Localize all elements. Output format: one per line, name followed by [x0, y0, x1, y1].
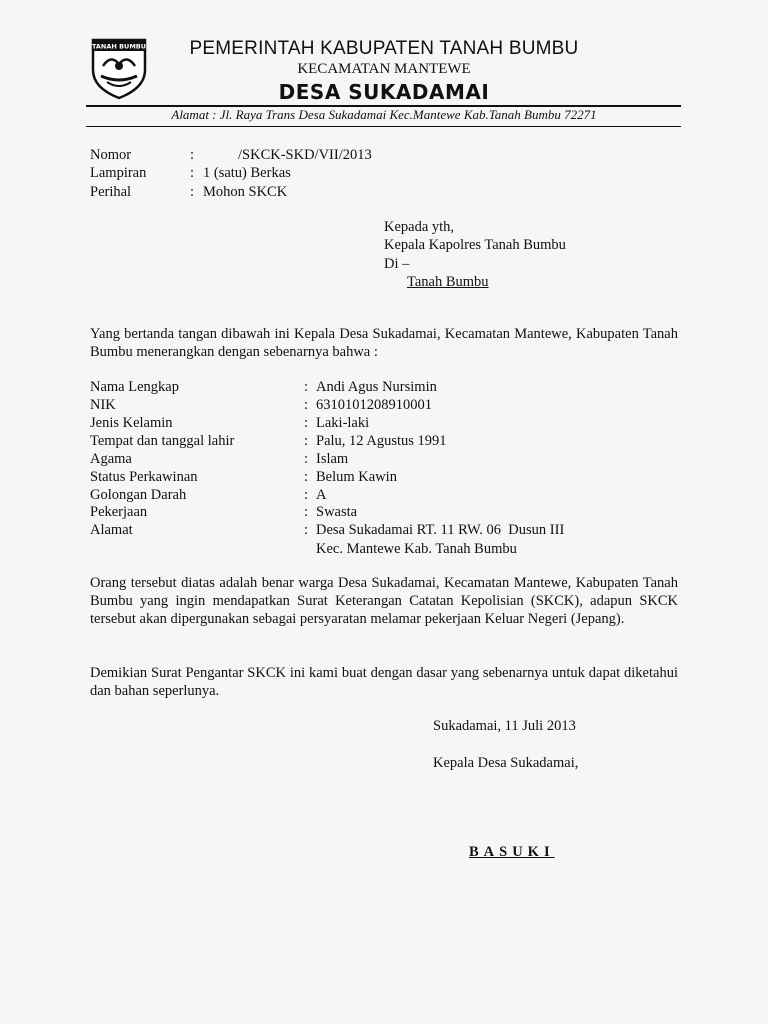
- detail-label: Nama Lengkap: [90, 379, 179, 395]
- government-title: PEMERINTAH KABUPATEN TANAH BUMBU: [189, 38, 579, 59]
- detail-colon: :: [304, 504, 309, 520]
- recipient-greeting: Kepada yth,: [384, 219, 455, 235]
- signatory-name: BASUKI: [469, 844, 555, 860]
- recipient-di: Di –: [384, 256, 410, 272]
- detail-colon: :: [304, 487, 309, 503]
- body-paragraph-2: Demikian Surat Pengantar SKCK ini kami buat dengan dasar yang sebenarnya untuk dapat diketahui dan bahan seperlunya.: [90, 665, 678, 699]
- detail-label: Alamat: [90, 522, 133, 538]
- intro-paragraph: Yang bertanda tangan dibawah ini Kepala Desa Sukadamai, Kecamatan Mantewe, Kabupaten Tanah Bumbu menerangkan dengan sebenarnya bahwa :: [90, 326, 678, 360]
- detail-value: Belum Kawin: [316, 469, 397, 485]
- detail-value: Palu, 12 Agustus 1991: [316, 433, 447, 449]
- recipient-place: Tanah Bumbu: [407, 274, 489, 290]
- detail-value: Laki-laki: [316, 415, 370, 431]
- detail-value-address-line2: Kec. Mantewe Kab. Tanah Bumbu: [316, 541, 517, 557]
- meta-label-perihal: Perihal: [90, 184, 132, 200]
- village-address: Alamat : Jl. Raya Trans Desa Sukadamai Kec.Mantewe Kab.Tanah Bumbu 72271: [171, 107, 597, 122]
- detail-colon: :: [304, 415, 309, 431]
- meta-colon: :: [190, 184, 195, 200]
- detail-value: Andi Agus Nursimin: [316, 379, 437, 395]
- detail-value: Swasta: [316, 504, 358, 520]
- meta-colon: :: [190, 165, 195, 181]
- detail-label: NIK: [90, 397, 116, 413]
- body-paragraph-1: Orang tersebut diatas adalah benar warga Desa Sukadamai, Kecamatan Mantewe, Kabupaten Tanah Bumbu yang ingin mendapatkan Surat Keterangan Catatan Kepolisian (SKCK), adapun SKCK tersebut akan dipergunakan sebagai persyaratan melamar pekerjaan Keluar Negeri (Jepang).: [90, 575, 678, 627]
- emblem-text: TANAH BUMBU: [91, 42, 147, 51]
- district-title: KECAMATAN MANTEWE: [297, 61, 471, 77]
- detail-label: Tempat dan tanggal lahir: [90, 433, 235, 449]
- header-divider-bottom: [86, 126, 681, 127]
- detail-label: Jenis Kelamin: [90, 415, 173, 431]
- meta-value-perihal: Mohon SKCK: [203, 184, 288, 200]
- detail-label: Pekerjaan: [90, 504, 148, 520]
- detail-value: Desa Sukadamai RT. 11 RW. 06 Dusun III: [316, 522, 565, 538]
- detail-colon: :: [304, 379, 309, 395]
- place-date: Sukadamai, 11 Juli 2013: [433, 718, 576, 734]
- detail-colon: :: [304, 522, 309, 538]
- village-title: DESA SUKADAMAI: [278, 80, 490, 104]
- detail-label: Status Perkawinan: [90, 469, 198, 485]
- meta-value-lampiran: 1 (satu) Berkas: [203, 165, 291, 181]
- detail-label: Golongan Darah: [90, 487, 187, 503]
- detail-colon: :: [304, 397, 309, 413]
- signatory-position: Kepala Desa Sukadamai,: [433, 755, 579, 771]
- detail-colon: :: [304, 433, 309, 449]
- meta-label-nomor: Nomor: [90, 147, 132, 163]
- detail-colon: :: [304, 451, 309, 467]
- detail-value: A: [316, 487, 327, 503]
- detail-label: Agama: [90, 451, 132, 467]
- meta-label-lampiran: Lampiran: [90, 165, 147, 181]
- detail-value: Islam: [316, 451, 349, 467]
- meta-colon: :: [190, 147, 195, 163]
- meta-value-nomor: /SKCK-SKD/VII/2013: [238, 147, 372, 163]
- detail-value: 6310101208910001: [316, 397, 432, 413]
- detail-colon: :: [304, 469, 309, 485]
- recipient-name: Kepala Kapolres Tanah Bumbu: [384, 237, 566, 253]
